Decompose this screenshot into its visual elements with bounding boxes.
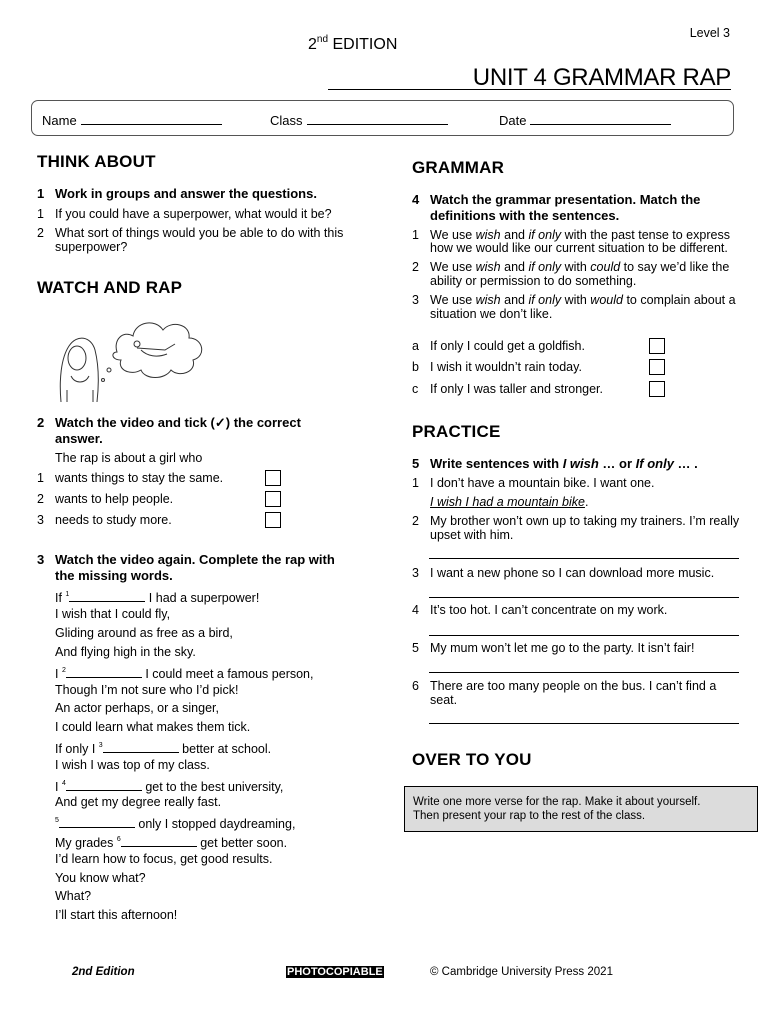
answer-line-4[interactable] xyxy=(429,635,739,636)
answer-line-3[interactable] xyxy=(429,597,739,598)
rap-gap-6[interactable] xyxy=(121,836,197,847)
rap-line: I $^2$ I could meet a famous person, xyxy=(55,667,314,681)
copyright-notice: © Cambridge University Press 2021 xyxy=(430,966,613,978)
level-label: Level 3 xyxy=(689,26,730,40)
girl-dreaming-illustration xyxy=(37,310,221,412)
rap-line: I wish I was top of my class. xyxy=(55,758,210,772)
sentence-a-answer-box[interactable] xyxy=(649,338,665,354)
rap-line: If $^1$ I had a superpower! xyxy=(55,591,260,605)
watch-and-rap-heading: WATCH AND RAP xyxy=(37,278,183,297)
over-to-you-line-1: Write one more verse for the rap. Make it about yourself. xyxy=(413,796,701,808)
over-to-you-heading: OVER TO YOU xyxy=(412,750,532,769)
think-about-heading: THINK ABOUT xyxy=(37,152,156,171)
answer-line-5[interactable] xyxy=(429,672,739,673)
rap-line: What? xyxy=(55,889,92,903)
answer-line-2[interactable] xyxy=(429,558,739,559)
date-field[interactable]: Date xyxy=(499,113,671,128)
rap-line: Gliding around as free as a bird, xyxy=(55,626,233,640)
practice-heading: PRACTICE xyxy=(412,422,501,441)
rap-gap-1[interactable] xyxy=(69,591,145,602)
rap-gap-2[interactable] xyxy=(66,667,142,678)
over-to-you-box xyxy=(404,786,758,832)
answer-line-6[interactable] xyxy=(429,723,739,724)
sentence-c-answer-box[interactable] xyxy=(649,381,665,397)
rap-line: I $^4$ get to the best university, xyxy=(55,780,284,794)
rap-line: If only I $^3$ better at school. xyxy=(55,742,272,756)
class-field[interactable]: Class xyxy=(270,113,448,128)
edition-label: 2nd EDITION xyxy=(308,34,398,53)
name-field[interactable]: Name xyxy=(42,113,222,128)
rap-line: And get my degree really fast. xyxy=(55,795,222,809)
rap-line: I’ll start this afternoon! xyxy=(55,908,178,922)
unit-title: UNIT 4 GRAMMAR RAP xyxy=(472,64,731,91)
rap-line: I wish that I could fly, xyxy=(55,607,171,621)
rap-line: Though I’m not sure who I’d pick! xyxy=(55,683,239,697)
footer-edition: 2nd Edition xyxy=(72,966,135,978)
rap-gap-4[interactable] xyxy=(66,780,142,791)
q2-option-1-checkbox[interactable] xyxy=(265,470,281,486)
rap-line: An actor perhaps, or a singer, xyxy=(55,701,219,715)
rap-line: You know what? xyxy=(55,871,146,885)
sentence-b-answer-box[interactable] xyxy=(649,359,665,375)
rap-line: And flying high in the sky. xyxy=(55,645,196,659)
q2-option-2-checkbox[interactable] xyxy=(265,491,281,507)
student-info-box xyxy=(31,100,734,136)
over-to-you-line-2: Then present your rap to the rest of the class. xyxy=(413,810,646,822)
rap-gap-5[interactable] xyxy=(59,817,135,828)
q2-option-3-checkbox[interactable] xyxy=(265,512,281,528)
rap-line: I’d learn how to focus, get good results. xyxy=(55,852,273,866)
photocopiable-badge: PHOTOCOPIABLE xyxy=(287,966,383,978)
rap-line: $^5$ only I stopped daydreaming, xyxy=(55,817,296,831)
rap-line: I could learn what makes them tick. xyxy=(55,720,251,734)
grammar-heading: GRAMMAR xyxy=(412,158,505,177)
rap-line: My grades $^6$ get better soon. xyxy=(55,836,288,850)
rap-gap-3[interactable] xyxy=(103,742,179,753)
